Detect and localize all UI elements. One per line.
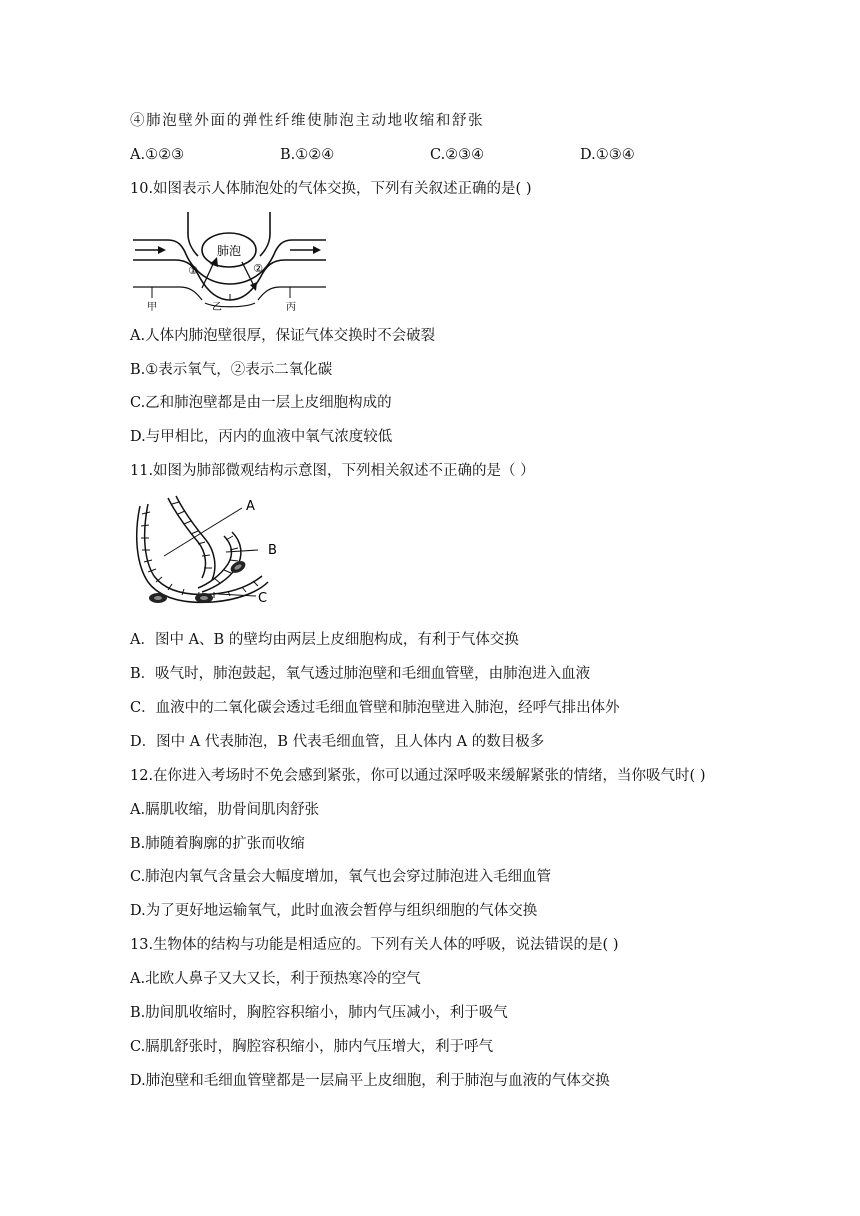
q11-option-c: C．血液中的二氧化碳会透过毛细血管壁和肺泡壁进入肺泡，经呼气排出体外 — [130, 700, 620, 716]
q10-alveolus-figure — [130, 212, 330, 312]
q9-option-c: C.②③④ — [430, 147, 485, 163]
q10-option-a: A.人体内肺泡壁很厚，保证气体交换时不会破裂 — [130, 328, 436, 344]
q13-stem: 13.生物体的结构与功能是相适应的。下列有关人体的呼吸，说法错误的是( ) — [130, 937, 619, 953]
arrow-right-icon — [158, 246, 166, 254]
q10-option-b: B.①表示氧气，②表示二氧化碳 — [130, 362, 333, 378]
q10-option-d: D.与甲相比，丙内的血液中氧气浓度较低 — [130, 429, 393, 445]
label-arrow-2: ② — [253, 262, 263, 275]
q10-stem: 10.如图表示人体肺泡处的气体交换，下列有关叙述正确的是( ) — [130, 181, 532, 197]
q11-option-a: A．图中 A、B 的壁均由两层上皮细胞构成，有利于气体交换 — [130, 632, 519, 648]
q11-lung-microstructure-figure — [128, 494, 288, 614]
label-arrow-1: ① — [188, 264, 198, 277]
q11-stem: 11.如图为肺部微观结构示意图，下列相关叙述不正确的是（ ） — [130, 463, 535, 479]
q12-option-a: A.膈肌收缩，肋骨间肌肉舒张 — [130, 802, 320, 818]
q9-option-a: A.①②③ — [130, 147, 185, 163]
q10-option-c: C.乙和肺泡壁都是由一层上皮细胞构成的 — [130, 395, 392, 411]
label-a: A — [246, 499, 255, 514]
q11-option-b: B．吸气时，肺泡鼓起，氧气透过肺泡壁和毛细血管壁，由肺泡进入血液 — [130, 666, 591, 682]
q13-option-d: D.肺泡壁和毛细血管壁都是一层扁平上皮细胞，利于肺泡与血液的气体交换 — [130, 1073, 610, 1089]
q13-option-b: B.肋间肌收缩时，胸腔容积缩小，肺内气压减小，利于吸气 — [130, 1005, 508, 1021]
q13-option-c: C.膈肌舒张时，胸腔容积缩小，肺内气压增大，利于呼气 — [130, 1039, 494, 1055]
label-alveolus: 肺泡 — [216, 244, 242, 258]
q9-option-d: D.①③④ — [580, 147, 635, 163]
q9-option-b: B.①②④ — [280, 147, 335, 163]
q9-item4: ④肺泡壁外面的弹性纤维使肺泡主动地收缩和舒张 — [130, 113, 485, 129]
label-c: C — [258, 591, 268, 606]
q11-option-d: D．图中 A 代表肺泡，B 代表毛细血管，且人体内 A 的数目极多 — [130, 734, 545, 750]
arrow-right-icon — [313, 246, 321, 254]
label-yi: 乙 — [212, 302, 222, 312]
q12-stem: 12.在你进入考场时不免会感到紧张，你可以通过深呼吸来缓解紧张的情绪，当你吸气时( ) — [130, 768, 706, 784]
q13-option-a: A.北欧人鼻子又大又长，利于预热寒冷的空气 — [130, 971, 421, 987]
label-bing: 丙 — [286, 302, 296, 312]
label-jia: 甲 — [147, 302, 157, 312]
label-b: B — [268, 543, 277, 558]
q12-option-d: D.为了更好地运输氧气，此时血液会暂停与组织细胞的气体交换 — [130, 903, 538, 919]
q12-option-b: B.肺随着胸廓的扩张而收缩 — [130, 836, 305, 852]
q12-option-c: C.肺泡内氧气含量会大幅度增加，氧气也会穿过肺泡进入毛细血管 — [130, 869, 552, 885]
